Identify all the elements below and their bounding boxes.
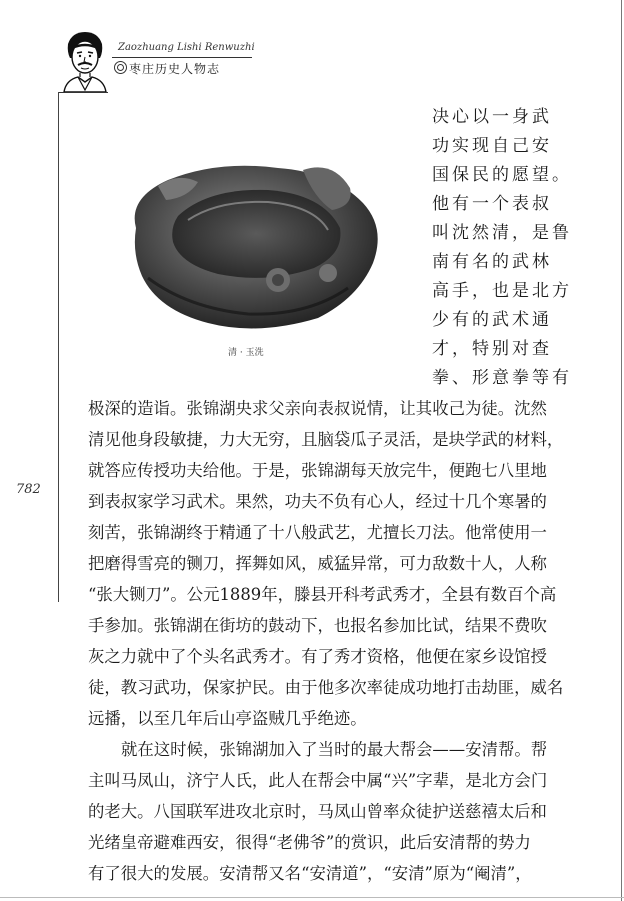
header-rule: [112, 57, 252, 58]
text-line: 叫沈然清，是鲁: [432, 223, 572, 243]
text-line: 灰之力就中了个头名武秀才。有了秀才资格，他便在家乡设馆授: [88, 647, 547, 666]
text-line: 少有的武术通: [432, 310, 552, 330]
body-text: [88, 393, 588, 889]
page-number: 782: [16, 482, 41, 497]
text-line: 国保民的愿望。: [432, 165, 572, 185]
text-line: 光绪皇帝避难西安，很得“老佛爷”的赏识，此后安清帮的势力: [88, 833, 531, 852]
text-line: 就在这时候，张锦湖加入了当时的最大帮会——安清帮。帮: [121, 740, 548, 759]
double-circle-icon: [114, 61, 127, 74]
text-line: 的老大。八国联军进攻北京时，马凤山曾率众徒护送慈禧太后和: [88, 802, 547, 821]
text-line: 有了很大的发展。安清帮又名“安清道”，“安清”原为“阉清”，: [88, 864, 532, 883]
header-title: [114, 60, 220, 77]
text-line: 主叫马凤山，济宁人氏，此人在帮会中属“兴”字辈，是北方会门: [88, 771, 548, 790]
text-line: 他有一个表叔: [432, 194, 552, 214]
side-column-text: [432, 103, 582, 393]
figure-caption: 清 · 玉洗: [228, 348, 264, 358]
text-line: “张大铡刀”。公元1889年，滕县开科考武秀才，全县有数百个高: [88, 585, 557, 604]
text-line: 南有名的武林: [432, 252, 552, 272]
jade-washer-photo: [118, 158, 388, 333]
text-line: 极深的造诣。张锦湖央求父亲向表叔说情，让其收己为徒。沈然: [88, 399, 547, 418]
header-pinyin: Zaozhuang Lishi Renwuzhi: [118, 42, 255, 53]
page-edge-bottom: [0, 897, 624, 898]
text-line: 远播，以至几年后山亭盗贼几乎绝迹。: [88, 709, 367, 728]
text-line: 拳、形意拳等有: [432, 368, 572, 388]
text-line: 就答应传授功夫给他。于是，张锦湖每天放完牛，便跑七八里地: [88, 461, 547, 480]
text-line: 才，特别对查: [432, 339, 552, 359]
header-underline: [58, 92, 108, 93]
text-line: 把磨得雪亮的铡刀，挥舞如风，威猛异常，可力敌数十人，人称: [88, 554, 547, 573]
text-line: 刻苦，张锦湖终于精通了十八般武艺，尤擅长刀法。他常使用一: [88, 523, 547, 542]
text-line: 功实现自己安: [432, 136, 552, 156]
margin-rule: [58, 92, 59, 602]
page-edge-right: [621, 0, 622, 901]
text-line: 徒，教习武功，保家护民。由于他多次率徒成功地打击劫匪，威名: [88, 678, 564, 697]
text-line: 到表叔家学习武术。果然，功夫不负有心人，经过十几个寒暑的: [88, 492, 547, 511]
text-line: 手参加。张锦湖在街坊的鼓动下，也报名参加比试，结果不费吹: [88, 616, 547, 635]
header-title-text: 枣庄历史人物志: [129, 62, 221, 76]
text-line: 高手，也是北方: [432, 281, 572, 301]
text-line: 决心以一身武: [432, 107, 552, 127]
portrait-illustration: [62, 30, 108, 92]
text-line: 清见他身段敏捷，力大无穷，且脑袋瓜子灵活，是块学武的材料，: [88, 430, 564, 449]
